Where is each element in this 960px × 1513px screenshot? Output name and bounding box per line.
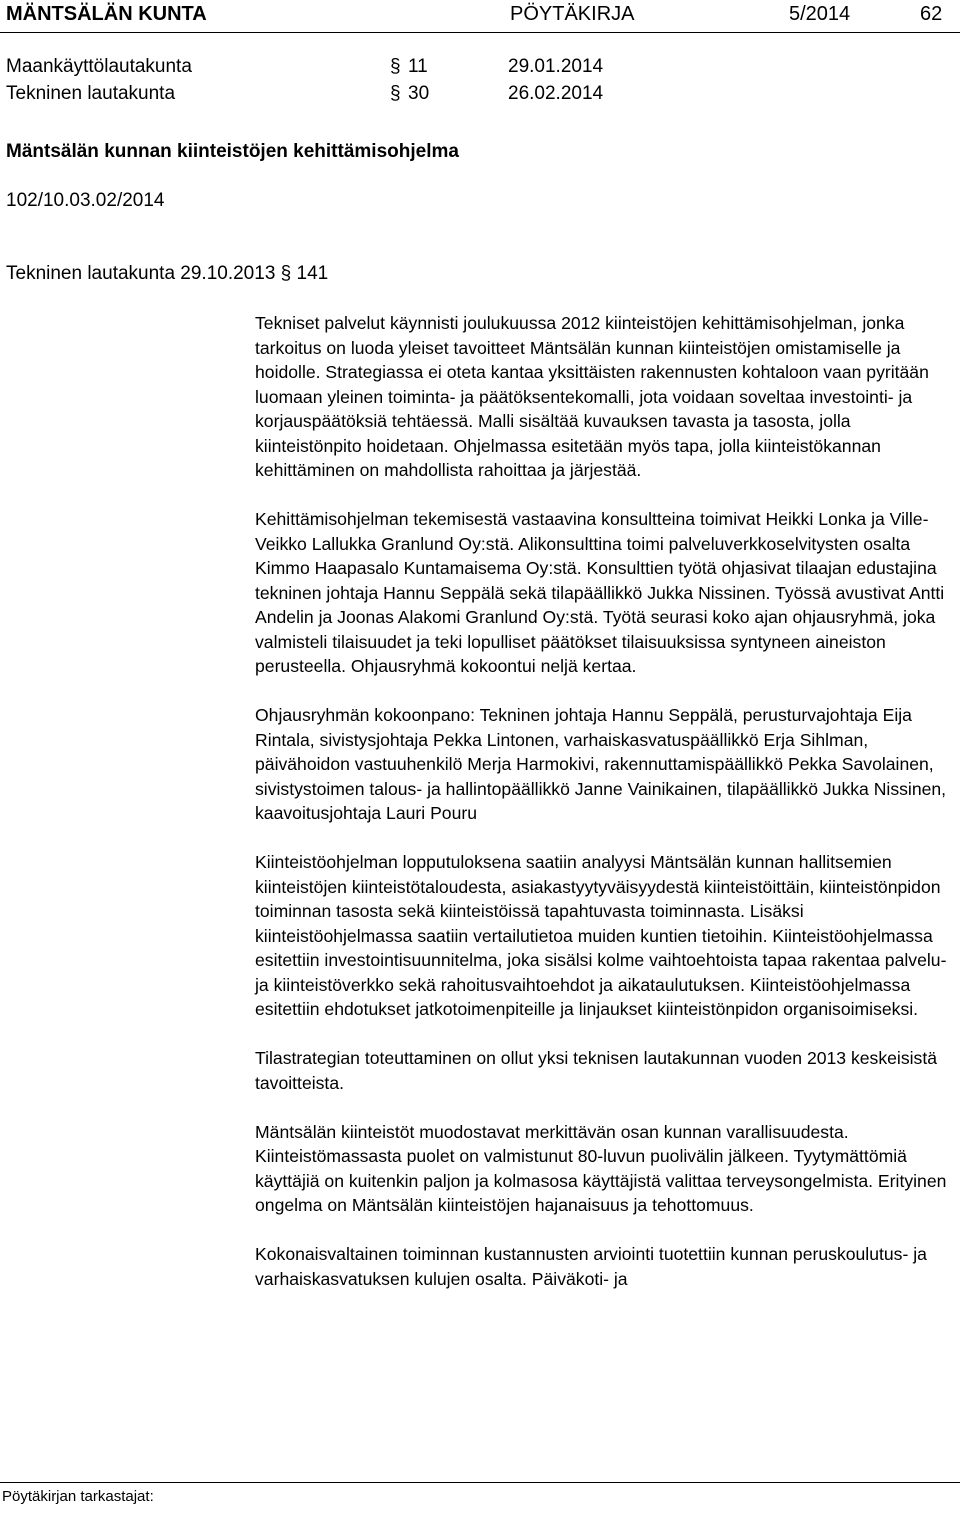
body-text [255,311,950,1316]
subject-title: Mäntsälän kunnan kiinteistöjen kehittämisohjelma [6,141,459,162]
document-type: PÖYTÄKIRJA [510,3,635,25]
paragraph: Tilastrategian toteuttaminen on ollut yksi teknisen lautakunnan vuoden 2013 keskeisistä tavoitteista. [255,1048,938,1093]
section-number: 30 [408,83,430,104]
paragraph: Mäntsälän kiinteistöt muodostavat merkittävän osan kunnan varallisuudesta. Kiinteistömassasta puolet on valmistunut 80-luvun puolivälin jälkeen. Tyytymättömiä käyttäjiä on kuitenkin paljon ja kolmasosa käyttäjistä valittaa terveysongelmista. Erityinen ongelma on Mäntsälän kiinteistöjen hajanaisuus ja tehottomuus. [255,1121,947,1215]
page-footer [0,1482,960,1513]
meeting-date: 26.02.2014 [508,83,604,104]
section-sign: § [390,56,401,77]
paragraph: Kiinteistöohjelman lopputuloksena saatiin analyysi Mäntsälän kunnan hallitsemien kiinteistöjen kiinteistötaloudesta, asiakastyytyväisyydestä kiinteistöittäin, kiinteistönpidon toiminnan tasosta sekä kiinteistöissä tapahtuvasta toiminnasta. Lisäksi kiinteistöohjelmassa saatiin vertailutietoa muiden kuntien tietoihin. Kiinteistöohjelmassa esitettiin investointisuunnitelma, joka sisälsi kolme vaihtoehtoista tapaa rakentaa palvelu- ja kiinteistöverkko sekä rahoitusvaihtoehdot ja aikataulutuksen. Kiinteistöohjelmassa esitettiin ehdotukset jatkotoimenpiteille ja linjaukset kiinteistönpidon organisoimiseksi. [255,852,947,1019]
meeting-date: 29.01.2014 [508,56,604,77]
paragraph: Ohjausryhmän kokoonpano: Tekninen johtaja Hannu Seppälä, perusturvajohtaja Eija Rintala, sivistysjohtaja Pekka Lintonen, varhaiskasvatuspäällikkö Erja Sihlman, päivähoidon vastuuhenkilö Merja Harmokivi, rakennuttamispäällikkö Pekka Savolainen, sivistystoimen talous- ja hallintopäällikkö Janne Vainikainen, tilapäällikkö Jukka Nissinen, kaavoitusjohtaja Lauri Pouru [255,705,947,823]
organization-name: MÄNTSÄLÄN KUNTA [6,3,207,25]
section-sign: § [390,83,401,104]
committee-name: Tekninen lautakunta [6,83,176,104]
page-header [0,0,960,33]
section-number: 11 [408,56,428,77]
paragraph: Tekniset palvelut käynnisti joulukuussa 2012 kiinteistöjen kehittämisohjelman, jonka tarkoitus on luoda yleiset tavoitteet Mäntsälän kunnan kiinteistöjen omistamiselle ja hoidolle. Strategiassa ei oteta kantaa yksittäisten rakennusten kohtaloon vaan pyritään luomaan yleinen toiminta- ja päätöksentekomalli, jota voidaan soveltaa investointi- ja korjauspäätöksiä tehtäessä. Malli sisältää kuvauksen tavasta ja tasosta, jolla kiinteistönpito hoidetaan. Ohjelmassa esitetään myös tapa, jolla kiinteistökannan kehittäminen on mahdollista rahoittaa ja järjestää. [255,313,929,480]
committee-name: Maankäyttölautakunta [6,56,192,77]
previous-handling: Tekninen lautakunta 29.10.2013 § 141 [6,263,329,284]
paragraph: Kokonaisvaltainen toiminnan kustannusten arviointi tuotettiin kunnan peruskoulutus- ja varhaiskasvatuksen kulujen osalta. Päiväkoti- ja [255,1244,927,1289]
document-number: 5/2014 [789,3,851,25]
footer-label: Pöytäkirjan tarkastajat: [2,1488,154,1505]
diary-number: 102/10.03.02/2014 [6,190,165,211]
paragraph: Kehittämisohjelman tekemisestä vastaavina konsultteina toimivat Heikki Lonka ja Ville-Veikko Lallukka Granlund Oy:stä. Alikonsulttina toimi palveluverkkoselvitysten osalta Kimmo Haapasalo Kuntamaisema Oy:stä. Konsulttien työtä ohjasivat tilaajan edustajina tekninen johtaja Hannu Seppälä sekä tilapäällikkö Jukka Nissinen. Työssä avustivat Antti Andelin ja Joonas Alakomi Granlund Oy:stä. Työtä seurasi koko ajan ohjausryhmä, joka valmisteli tilaisuudet ja teki lopulliset päätökset tilaisuuksissa syntyneen aineiston perusteella. Ohjausryhmä kokoontui neljä kertaa. [255,509,945,676]
page-number: 62 [920,3,943,25]
